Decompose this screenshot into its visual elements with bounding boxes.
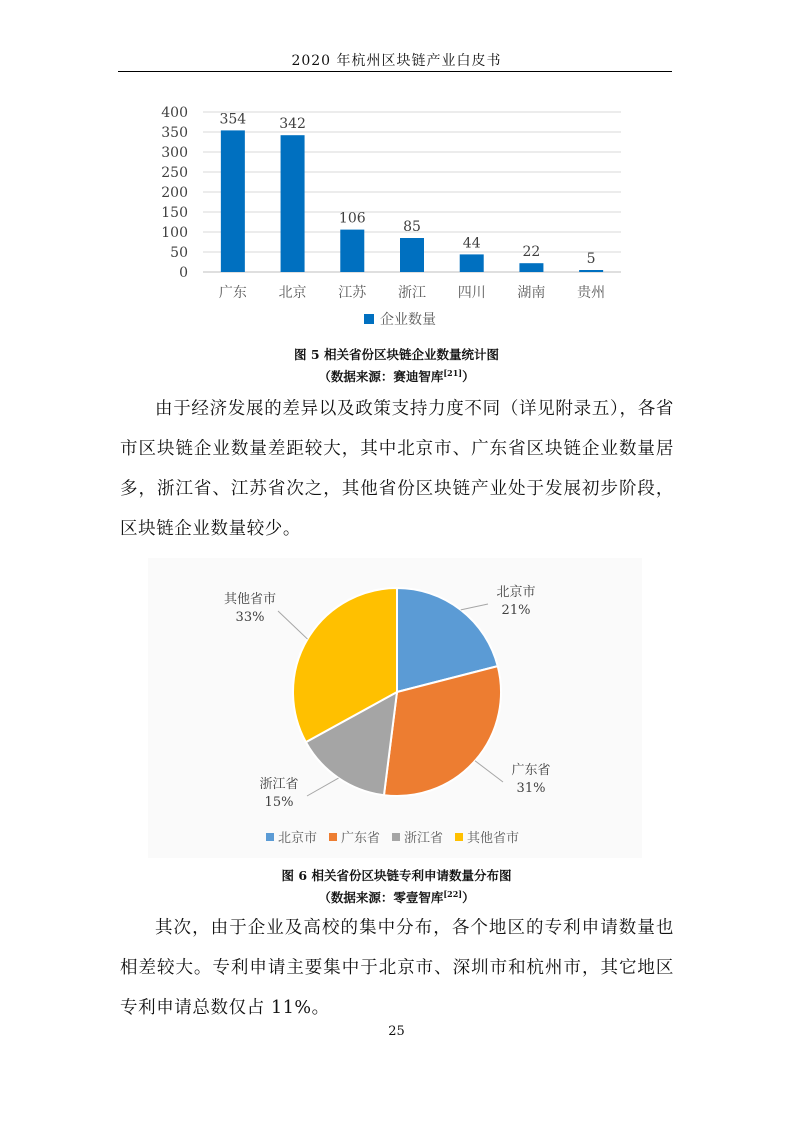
legend-swatch — [329, 833, 337, 841]
y-tick-label: 0 — [179, 265, 188, 281]
bar — [340, 230, 364, 272]
bar-data-label: 5 — [586, 251, 596, 267]
legend-label: 广东省 — [341, 831, 381, 846]
page-number: 25 — [388, 1024, 405, 1039]
figure6-source-prefix: （数据来源：零壹智库 — [318, 890, 444, 906]
legend-label: 浙江省 — [404, 831, 444, 846]
y-tick-label: 250 — [161, 165, 188, 181]
bar-data-label: 85 — [403, 219, 421, 235]
slice-value-label: 31% — [516, 781, 546, 796]
bar-data-label: 106 — [338, 210, 366, 227]
pie-chart — [148, 558, 642, 858]
x-tick-label: 贵州 — [577, 285, 606, 301]
x-tick-label: 广东 — [218, 285, 247, 301]
bar — [460, 254, 484, 272]
bar-data-label: 22 — [522, 244, 541, 261]
legend-swatch — [266, 833, 274, 841]
leader-line — [278, 611, 307, 639]
figure6-source-suffix: ） — [462, 890, 475, 906]
slice-category-label: 广东省 — [511, 763, 551, 778]
bar — [221, 130, 245, 272]
y-tick-label: 400 — [161, 105, 188, 121]
figure6-source — [0, 885, 793, 907]
leader-line — [475, 761, 503, 782]
legend-label: 其他省市 — [467, 831, 520, 846]
figure5-source-suffix: ） — [462, 369, 475, 385]
bar — [519, 263, 543, 272]
x-tick-label: 北京 — [278, 285, 307, 301]
bar-data-label: 342 — [279, 116, 306, 133]
bar — [281, 135, 305, 272]
bar-data-label: 354 — [219, 111, 247, 128]
y-tick-label: 350 — [161, 125, 188, 141]
figure5-source-ref: [21] — [443, 368, 463, 378]
slice-category-label: 北京市 — [496, 585, 536, 600]
bar — [579, 270, 603, 272]
x-tick-label: 江苏 — [338, 285, 367, 301]
slice-value-label: 21% — [501, 603, 531, 618]
leader-line — [461, 604, 488, 610]
bar-data-label: 44 — [462, 235, 481, 252]
paragraph-1: 由于经济发展的差异以及政策支持力度不同（详见附录五），各省市区块链企业数量差距较大，其中北京市、广东省区块链企业数量居多，浙江省、江苏省次之，其他省份区块链产业处于发展初步阶段，区块链企业数量较少。 — [120, 399, 674, 539]
slice-value-label: 15% — [264, 795, 294, 810]
paragraph-2: 其次，由于企业及高校的集中分布，各个地区的专利申请数量也相差较大。专利申请主要集中于北京市、深圳市和杭州市，其它地区专利申请总数仅占 11%。 — [120, 918, 674, 1018]
y-tick-label: 200 — [161, 185, 188, 201]
figure6-source-ref: [22] — [443, 889, 463, 899]
figure5-caption-block — [0, 345, 793, 386]
x-tick-label: 四川 — [457, 285, 486, 301]
legend-swatch — [364, 314, 374, 324]
y-tick-label: 150 — [161, 205, 188, 221]
slice-value-label: 33% — [235, 610, 265, 625]
legend-label: 企业数量 — [380, 312, 436, 328]
legend-label: 北京市 — [278, 831, 318, 846]
bar — [400, 238, 424, 272]
figure5-source-prefix: （数据来源：赛迪智库 — [318, 369, 444, 385]
legend-swatch — [392, 833, 400, 841]
slice-category-label: 浙江省 — [259, 777, 299, 792]
figure5-caption: 图 5 相关省份区块链企业数量统计图 — [294, 347, 499, 362]
slice-category-label: 其他省市 — [223, 592, 277, 607]
y-tick-label: 300 — [161, 145, 188, 161]
legend-swatch — [455, 833, 463, 841]
header-rule — [118, 71, 672, 72]
figure6-caption: 图 6 相关省份区块链专利申请数量分布图 — [281, 868, 512, 883]
y-tick-label: 50 — [170, 245, 188, 261]
y-tick-label: 100 — [161, 225, 188, 241]
figure6-caption-block — [0, 866, 793, 907]
bar-chart — [118, 92, 672, 342]
page-header-title: 2020 年杭州区块链产业白皮书 — [291, 53, 502, 69]
leader-line — [307, 778, 339, 796]
x-tick-label: 浙江 — [398, 285, 426, 301]
x-tick-label: 湖南 — [517, 285, 546, 301]
figure5-source — [0, 364, 793, 386]
